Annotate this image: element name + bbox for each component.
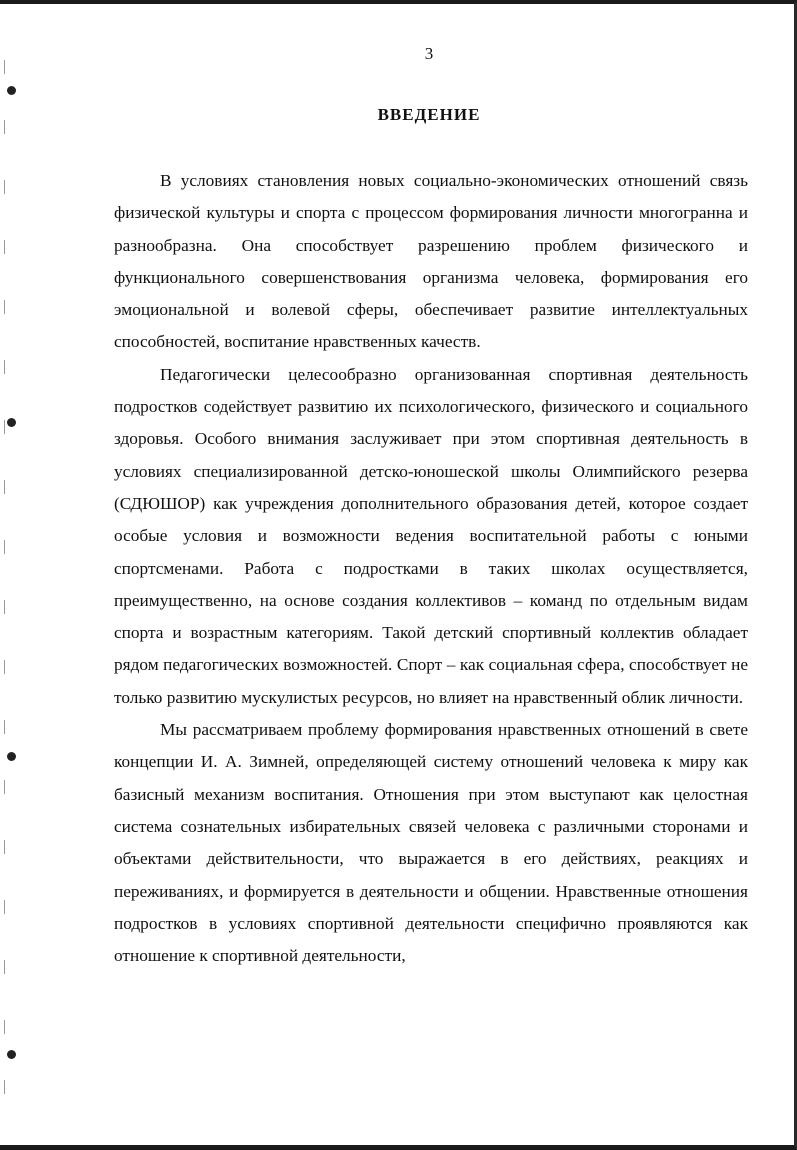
body-text xyxy=(114,165,748,972)
binding-edge-marks xyxy=(4,60,5,1100)
paragraph: Мы рассматриваем проблему формирования нравственных отношений в свете концепции И. А. Зимней, определяющей систему отношений человека к миру как базисный механизм воспитания. Отношения при этом выступают как целостная система сознательных избирательных связей человека с различными сторонами и объектами действительности, что выражается в его действиях, реакциях и переживаниях, и формируется в деятельности и общении. Нравственные отношения подростков в условиях спортивной деятельности специфично проявляются как отношение к спортивной деятельности, xyxy=(114,720,748,966)
paragraph: Педагогически целесообразно организованная спортивная деятельность подростков содействует развитию их психологического, физического и социального здоровья. Особого внимания заслуживает при этом спортивная деятельность в условиях специализированной детско-юношеской школы Олимпийского резерва (СДЮШОР) как учреждения дополнительного образования детей, которое создает особые условия и возможности ведения воспитательной работы с юными спортсменами. Работа с подростками в таких школах осуществляется, преимущественно, на основе создания коллективов – команд по отдельным видам спорта и возрастным категориям. Такой детский спортивный коллектив обладает рядом педагогических возможностей. Спорт – как социальная сфера, способствует не только развитию мускулистых ресурсов, но влияет на нравственный облик личности. xyxy=(114,364,748,707)
page-number: 3 xyxy=(424,44,434,63)
punch-hole-mark xyxy=(7,1050,16,1059)
paragraph: В условиях становления новых социально-экономических отношений связь физической культуры и спорта с процессом формирования личности многогранна и разнообразна. Она способствует разрешению проблем физического и функционального совершенствования организма человека, формирования его эмоциональной и волевой сферы, обеспечивает развитие интеллектуальных способностей, воспитание нравственных качеств. xyxy=(114,171,748,352)
punch-hole-mark xyxy=(7,752,16,761)
section-heading: ВВЕДЕНИЕ xyxy=(377,105,481,124)
punch-hole-mark xyxy=(7,418,16,427)
punch-hole-mark xyxy=(7,86,16,95)
